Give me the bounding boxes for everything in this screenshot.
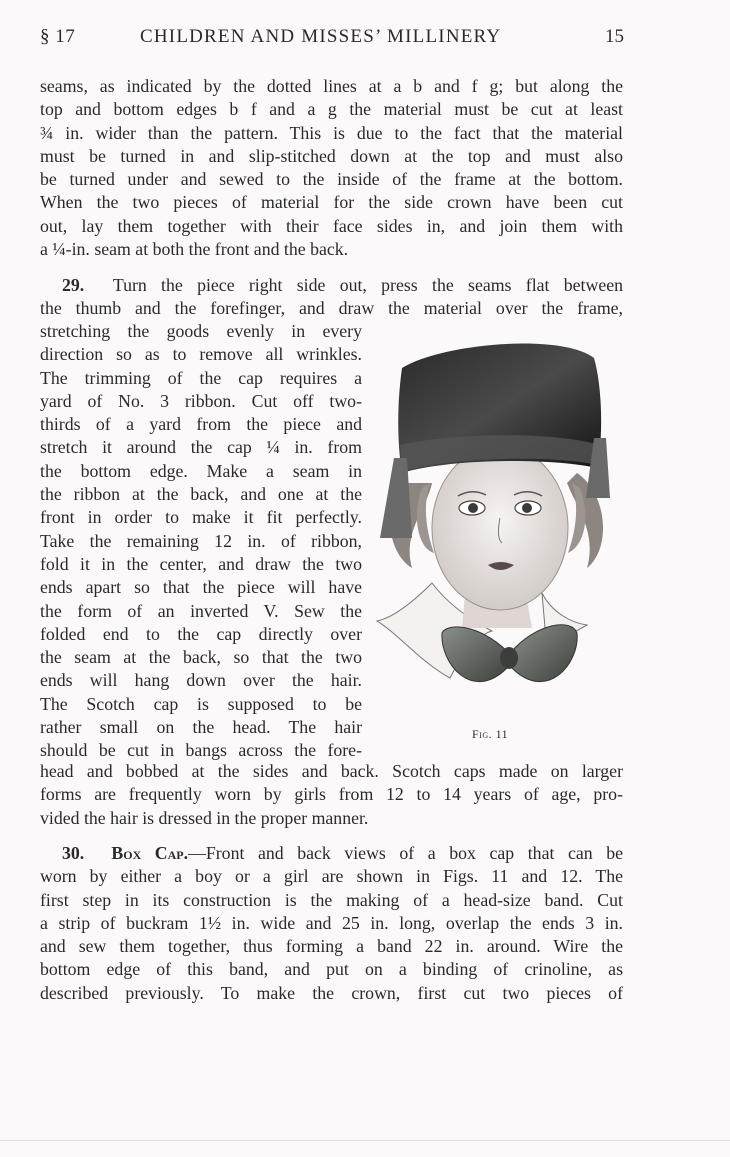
- text-line: rather small on the head. The hair: [40, 717, 362, 738]
- text-line: front in order to make it fit perfectly.: [40, 507, 362, 528]
- paragraph-number: 29.: [62, 275, 85, 295]
- text-line: the form of an inverted V. Sew the: [40, 600, 362, 621]
- text-line: forms are frequently worn by girls from 12 to 14 years of age, pro-: [40, 784, 623, 805]
- text-line: fold it in the center, and draw the two: [40, 553, 362, 574]
- text-line: stretch it around the cap ¼ in. from: [40, 437, 362, 458]
- text-line: yard of No. 3 ribbon. Cut off two-: [40, 390, 362, 411]
- text-line: The Scotch cap is supposed to be: [40, 693, 362, 714]
- text-line: a ¼-in. seam at both the front and the back.: [40, 239, 349, 260]
- running-header: [40, 26, 630, 56]
- text-line: must be turned in and slip-stitched down at the top and must also: [40, 145, 623, 166]
- section-heading: Box Cap.: [111, 843, 189, 863]
- text-line: Turn the piece right side out, press the seams flat between: [112, 275, 623, 295]
- paragraph-29-bottom: [40, 760, 623, 830]
- text-line: ¾ in. wider than the pattern. This is due to the fact that the material: [40, 122, 623, 143]
- paragraph-30-first-line: [40, 842, 623, 865]
- figure-caption: Fig. 11: [472, 727, 509, 741]
- text-line: ends apart so that the piece will have: [40, 577, 362, 598]
- text-line: the seam at the back, so that the two: [40, 647, 362, 668]
- paragraph-29-wrap-column: [40, 320, 362, 763]
- text-line: Take the remaining 12 in. of ribbon,: [40, 530, 362, 551]
- text-line: out, lay them together with their face sides in, and join them with: [40, 215, 623, 236]
- text-line: top and bottom edges b f and a g the material must be cut at least: [40, 99, 623, 120]
- text-line: ends will hang down over the hair.: [40, 670, 362, 691]
- text-line: stretching the goods evenly in every: [40, 321, 362, 341]
- text-line: and sew them together, thus forming a band 22 in. around. Wire the: [40, 936, 623, 957]
- paragraph-29-top: [40, 274, 623, 321]
- page-number: 15: [605, 26, 624, 47]
- text-line: described previously. To make the crown, first cut two pieces of: [40, 982, 623, 1003]
- text-line: —Front and back views of a box cap that can be: [188, 843, 623, 863]
- face: [432, 446, 568, 610]
- bow: [512, 625, 577, 682]
- running-title: CHILDREN AND MISSES’ MILLINERY: [140, 26, 502, 47]
- figure-11-illustration: [372, 333, 630, 723]
- text-line: should be cut in bangs across the fore-: [40, 740, 362, 761]
- paragraph-29-first-line: [40, 274, 623, 297]
- text-line: first step in its construction is the making of a head-size band. Cut: [40, 889, 623, 910]
- intro-paragraph: [40, 75, 623, 261]
- bow-knot: [500, 647, 518, 669]
- text-line: direction so as to remove all wrinkles.: [40, 344, 362, 365]
- iris: [522, 503, 532, 513]
- text-line: worn by either a boy or a girl are shown in Figs. 11 and 12. The: [40, 866, 623, 887]
- paragraph-30: [40, 842, 623, 1005]
- text-line: bottom edge of this band, and put on a binding of crinoline, as: [40, 959, 623, 980]
- iris: [468, 503, 478, 513]
- text-line: the thumb and the forefinger, and draw the material over the frame,: [40, 298, 623, 319]
- section-mark: § 17: [40, 26, 76, 47]
- text-line: When the two pieces of material for the side crown have been cut: [40, 192, 623, 213]
- text-line: head and bobbed at the sides and back. Scotch caps made on larger: [40, 761, 623, 781]
- text-line: the bottom edge. Make a seam in: [40, 460, 362, 481]
- text-line: thirds of a yard from the piece and: [40, 414, 362, 435]
- text-line: vided the hair is dressed in the proper manner.: [40, 807, 369, 828]
- text-line: be turned under and sewed to the inside of the frame at the bottom.: [40, 169, 623, 190]
- page-bottom-edge: [0, 1140, 730, 1141]
- text-line: the ribbon at the back, and one at the: [40, 484, 362, 505]
- text-line: seams, as indicated by the dotted lines at a b and f g; but along the: [40, 76, 623, 96]
- paragraph-number: 30.: [62, 843, 85, 863]
- text-line: a strip of buckram 1½ in. wide and 25 in. long, overlap the ends 3 in.: [40, 912, 623, 933]
- tassel: [380, 458, 412, 538]
- text-line: folded end to the cap directly over: [40, 623, 362, 644]
- text-line: The trimming of the cap requires a: [40, 367, 362, 388]
